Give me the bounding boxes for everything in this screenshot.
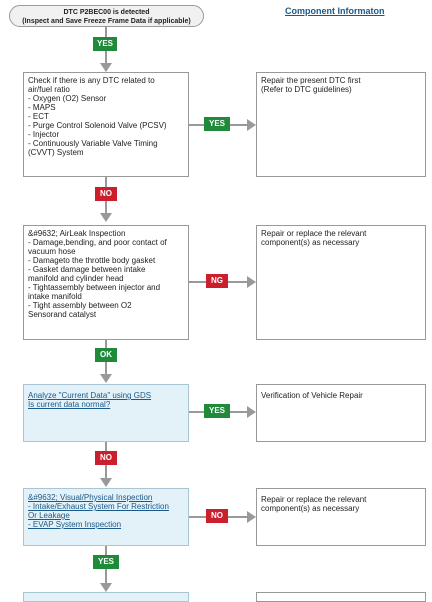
step-check-dtc xyxy=(23,72,189,177)
text-line: - Tightassembly between injector and xyxy=(28,283,161,292)
step-analyze-text xyxy=(24,385,188,412)
text-line: (Refer to DTC guidelines) xyxy=(261,85,352,94)
text-line: - Gasket damage between intake xyxy=(28,265,146,274)
start-node xyxy=(9,5,204,27)
step-next-partial xyxy=(23,592,189,602)
arrow-right-icon xyxy=(247,119,256,131)
result-verification-text: Verification of Vehicle Repair xyxy=(261,391,363,400)
text-line: air/fuel ratio xyxy=(28,85,70,94)
yes-badge: YES xyxy=(93,555,119,569)
current-data-normal-link[interactable]: Is current data normal? xyxy=(28,400,111,409)
arrow-down-icon xyxy=(100,63,112,72)
arrow-down-icon xyxy=(100,374,112,383)
start-title: DTC P2BEC00 is detected xyxy=(63,9,150,16)
text-line: intake manifold xyxy=(28,292,82,301)
text-line: (CVVT) System xyxy=(28,148,84,157)
arrow-right-icon xyxy=(247,511,256,523)
yes-badge: YES xyxy=(204,117,230,131)
arrow-down-icon xyxy=(100,213,112,222)
arrow-right-icon xyxy=(247,406,256,418)
text-line: - ECT xyxy=(28,112,49,121)
arrow-right-icon xyxy=(247,276,256,288)
text-line: - Damage,bending, and poor contact of xyxy=(28,238,167,247)
text-line: component(s) as necessary xyxy=(261,238,360,247)
result-next-partial xyxy=(256,592,426,602)
start-subtitle: (Inspect and Save Freeze Frame Data if applicable) xyxy=(22,18,191,25)
text-line: Check if there is any DTC related to xyxy=(28,76,155,85)
step-air-leak-text xyxy=(24,226,188,322)
no-badge: NO xyxy=(95,451,117,465)
text-line: - Injector xyxy=(28,130,60,139)
no-badge: NO xyxy=(206,509,228,523)
result-line: component(s) as necessary xyxy=(261,504,360,513)
text-line: - Tight assembly between O2 xyxy=(28,301,132,310)
result-repair-component-text xyxy=(257,226,425,250)
result-verification xyxy=(256,384,426,442)
step-visual-text xyxy=(24,489,188,532)
result-repair-component-2-text xyxy=(257,489,425,516)
arrow-down-icon xyxy=(100,478,112,487)
result-repair-component xyxy=(256,225,426,340)
step-air-leak-inspection xyxy=(23,225,189,340)
yes-badge: YES xyxy=(204,404,230,418)
text-line: manifold and cylinder head xyxy=(28,274,124,283)
intake-exhaust-link[interactable]: - Intake/Exhaust System For Restriction xyxy=(28,502,169,511)
result-line: Repair or replace the relevant xyxy=(261,495,367,504)
text-line: - MAPS xyxy=(28,103,56,112)
visual-inspection-link[interactable]: &#9632; Visual/Physical Inspection xyxy=(28,493,153,502)
no-badge: NO xyxy=(95,187,117,201)
ng-badge: NG xyxy=(206,274,228,288)
text-line: vacuum hose xyxy=(28,247,76,256)
result-repair-dtc-text xyxy=(257,73,425,97)
evap-inspection-link[interactable]: - EVAP System Inspection xyxy=(28,520,122,529)
text-line: - Damageto the throttle body gasket xyxy=(28,256,156,265)
arrow-down-icon xyxy=(100,583,112,592)
analyze-current-data-link[interactable]: Analyze "Current Data" using GDS xyxy=(28,391,152,400)
result-repair-dtc xyxy=(256,72,426,177)
text-line: - Continuously Variable Valve Timing xyxy=(28,139,158,148)
intake-exhaust-link-cont[interactable]: Or Leakage xyxy=(28,511,70,520)
component-information-link[interactable]: Component Informaton xyxy=(285,6,385,16)
text-line: - Purge Control Solenoid Valve (PCSV) xyxy=(28,121,167,130)
result-repair-component-2 xyxy=(256,488,426,546)
step-visual-inspection xyxy=(23,488,189,546)
step-check-dtc-text xyxy=(24,73,188,160)
text-line: Sensorand catalyst xyxy=(28,310,97,319)
yes-badge: YES xyxy=(93,37,117,51)
step-analyze-current-data xyxy=(23,384,189,442)
text-line: Repair or replace the relevant xyxy=(261,229,367,238)
ok-badge: OK xyxy=(95,348,117,362)
text-line: - Oxygen (O2) Sensor xyxy=(28,94,107,103)
text-line: Repair the present DTC first xyxy=(261,76,361,85)
text-line: &#9632; AirLeak Inspection xyxy=(28,229,126,238)
